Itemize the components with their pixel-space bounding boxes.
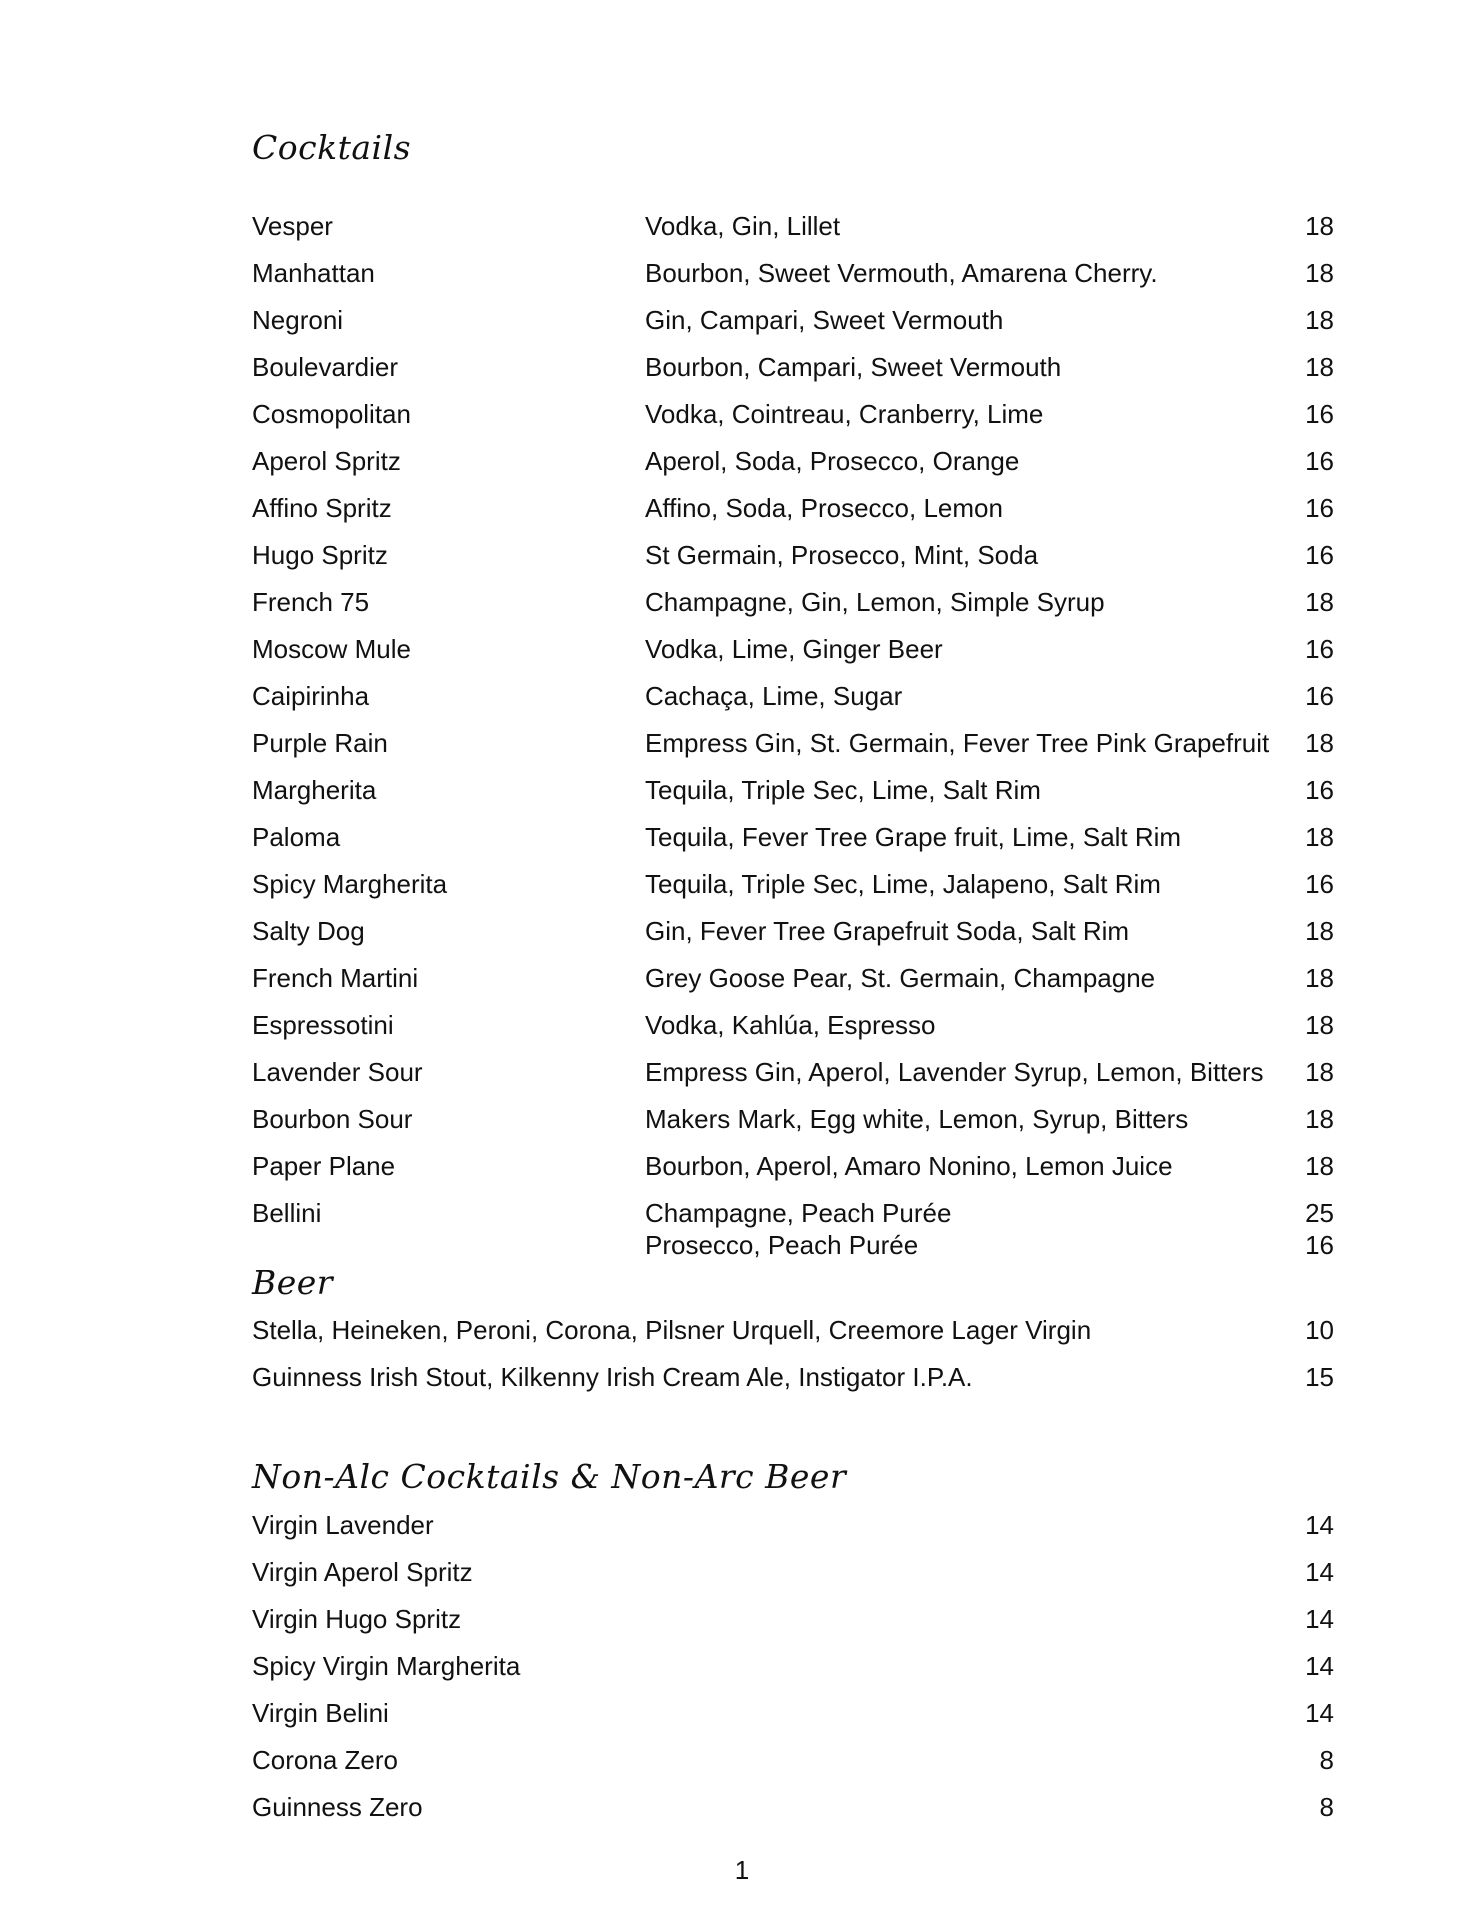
- cocktail-ingredients: Cachaça, Lime, Sugar: [645, 681, 903, 711]
- cocktail-price: 18: [1305, 305, 1334, 335]
- beer-price: 10: [1305, 1315, 1334, 1345]
- cocktail-price: 16: [1305, 869, 1334, 899]
- cocktail-price: 16: [1305, 540, 1334, 570]
- cocktail-price: 16: [1305, 399, 1334, 429]
- cocktail-price: 16: [1305, 681, 1334, 711]
- cocktail-row: [252, 209, 1334, 243]
- cocktail-name: Purple Rain: [252, 728, 388, 758]
- cocktail-ingredients: Bourbon, Campari, Sweet Vermouth: [645, 352, 1062, 382]
- non-alc-price: 14: [1305, 1557, 1334, 1587]
- cocktail-name: Moscow Mule: [252, 634, 411, 664]
- cocktail-ingredients: Vodka, Gin, Lillet: [645, 211, 841, 241]
- non-alc-price: 14: [1305, 1510, 1334, 1540]
- cocktail-price: 18: [1305, 211, 1334, 241]
- cocktail-row: [252, 961, 1334, 995]
- cocktail-ingredients: Tequila, Fever Tree Grape fruit, Lime, Salt Rim: [645, 822, 1182, 852]
- cocktail-row: [252, 679, 1334, 713]
- cocktail-name: Margherita: [252, 775, 377, 805]
- cocktail-row: [252, 538, 1334, 572]
- cocktail-row: [252, 1149, 1334, 1183]
- beer-title: Beer: [252, 1263, 334, 1302]
- non-alc-row: [252, 1790, 1334, 1824]
- cocktail-ingredients: Tequila, Triple Sec, Lime, Salt Rim: [645, 775, 1041, 805]
- non-alc-title: Non-Alc Cocktails & Non-Arc Beer: [252, 1457, 847, 1496]
- beer-names: Guinness Irish Stout, Kilkenny Irish Cream Ale, Instigator I.P.A.: [252, 1362, 973, 1392]
- non-alc-row: [252, 1602, 1334, 1636]
- cocktail-row: [252, 1196, 1334, 1230]
- cocktail-name: Paloma: [252, 822, 341, 852]
- cocktail-price: 16: [1305, 446, 1334, 476]
- non-alc-name: Corona Zero: [252, 1745, 398, 1775]
- cocktail-name: Negroni: [252, 305, 344, 335]
- cocktail-ingredients: Aperol, Soda, Prosecco, Orange: [645, 446, 1020, 476]
- non-alc-price: 8: [1319, 1745, 1334, 1775]
- non-alc-name: Guinness Zero: [252, 1792, 423, 1822]
- cocktail-price: 18: [1305, 352, 1334, 382]
- cocktail-price: 18: [1305, 1104, 1334, 1134]
- non-alc-row: [252, 1743, 1334, 1777]
- non-alc-name: Spicy Virgin Margherita: [252, 1651, 521, 1681]
- cocktail-row: [252, 491, 1334, 525]
- cocktail-ingredients: Grey Goose Pear, St. Germain, Champagne: [645, 963, 1156, 993]
- cocktail-name: Affino Spritz: [252, 493, 392, 523]
- cocktail-price: 18: [1305, 258, 1334, 288]
- non-alc-price: 14: [1305, 1604, 1334, 1634]
- cocktail-ingredients: Gin, Fever Tree Grapefruit Soda, Salt Rim: [645, 916, 1130, 946]
- cocktail-row: [252, 1008, 1334, 1042]
- cocktail-ingredients: Champagne, Gin, Lemon, Simple Syrup: [645, 587, 1105, 617]
- cocktail-name: Paper Plane: [252, 1151, 396, 1181]
- cocktail-name: Hugo Spritz: [252, 540, 388, 570]
- cocktail-name: Bourbon Sour: [252, 1104, 413, 1134]
- cocktail-row: [252, 914, 1334, 948]
- cocktail-price: 18: [1305, 587, 1334, 617]
- cocktail-ingredients: Vodka, Kahlúa, Espresso: [645, 1010, 936, 1040]
- cocktail-price: 16: [1305, 634, 1334, 664]
- cocktail-name: Manhattan: [252, 258, 375, 288]
- cocktail-ingredients: Makers Mark, Egg white, Lemon, Syrup, Bitters: [645, 1104, 1189, 1134]
- cocktail-row: [252, 1102, 1334, 1136]
- cocktail-price: 18: [1305, 1010, 1334, 1040]
- cocktail-row: [252, 256, 1334, 290]
- non-alc-name: Virgin Aperol Spritz: [252, 1557, 473, 1587]
- cocktail-ingredients: Affino, Soda, Prosecco, Lemon: [645, 493, 1003, 523]
- cocktail-ingredients: Empress Gin, St. Germain, Fever Tree Pink Grapefruit: [645, 728, 1270, 758]
- cocktail-row: [252, 585, 1334, 619]
- non-alc-name: Virgin Belini: [252, 1698, 389, 1728]
- cocktail-ingredients: Bourbon, Aperol, Amaro Nonino, Lemon Juice: [645, 1151, 1173, 1181]
- non-alc-price: 14: [1305, 1651, 1334, 1681]
- cocktail-name: French 75: [252, 587, 370, 617]
- cocktail-name: Salty Dog: [252, 916, 365, 946]
- cocktail-ingredients: Champagne, Peach Purée: [645, 1198, 952, 1228]
- cocktail-ingredients: St Germain, Prosecco, Mint, Soda: [645, 540, 1039, 570]
- cocktail-row: [252, 867, 1334, 901]
- cocktail-name: Espressotini: [252, 1010, 394, 1040]
- cocktail-ingredients: Prosecco, Peach Purée: [645, 1230, 919, 1260]
- page-number: 1: [734, 1855, 750, 1885]
- cocktail-name: Spicy Margherita: [252, 869, 448, 899]
- cocktail-price: 18: [1305, 916, 1334, 946]
- cocktail-ingredients: Vodka, Cointreau, Cranberry, Lime: [645, 399, 1044, 429]
- cocktail-row: [252, 350, 1334, 384]
- cocktail-ingredients: Vodka, Lime, Ginger Beer: [645, 634, 943, 664]
- cocktails-title: Cocktails: [252, 128, 412, 167]
- cocktail-name: Lavender Sour: [252, 1057, 423, 1087]
- non-alc-row: [252, 1649, 1334, 1683]
- cocktail-name: Bellini: [252, 1198, 322, 1228]
- beer-row: [252, 1313, 1334, 1347]
- cocktail-price: 16: [1305, 493, 1334, 523]
- cocktail-price: 16: [1305, 775, 1334, 805]
- cocktail-ingredients: Bourbon, Sweet Vermouth, Amarena Cherry.: [645, 258, 1158, 288]
- cocktail-price: 18: [1305, 1057, 1334, 1087]
- non-alc-name: Virgin Hugo Spritz: [252, 1604, 462, 1634]
- beer-price: 15: [1305, 1362, 1334, 1392]
- non-alc-row: [252, 1696, 1334, 1730]
- non-alc-row: [252, 1555, 1334, 1589]
- cocktail-price: 18: [1305, 822, 1334, 852]
- non-alc-price: 14: [1305, 1698, 1334, 1728]
- cocktail-row: [252, 303, 1334, 337]
- cocktail-price: 18: [1305, 963, 1334, 993]
- cocktail-name: Boulevardier: [252, 352, 398, 382]
- cocktail-row: [252, 773, 1334, 807]
- cocktail-price: 16: [1305, 1230, 1334, 1260]
- cocktail-row-variant: [252, 1228, 1334, 1262]
- cocktail-ingredients: Tequila, Triple Sec, Lime, Jalapeno, Salt Rim: [645, 869, 1161, 899]
- cocktail-price: 25: [1305, 1198, 1334, 1228]
- non-alc-row: [252, 1508, 1334, 1542]
- cocktail-name: Cosmopolitan: [252, 399, 411, 429]
- cocktail-row: [252, 632, 1334, 666]
- cocktail-price: 18: [1305, 728, 1334, 758]
- cocktail-name: French Martini: [252, 963, 419, 993]
- cocktail-row: [252, 397, 1334, 431]
- beer-row: [252, 1360, 1334, 1394]
- cocktail-row: [252, 726, 1334, 760]
- cocktail-name: Caipirinha: [252, 681, 370, 711]
- cocktail-ingredients: Empress Gin, Aperol, Lavender Syrup, Lemon, Bitters: [645, 1057, 1264, 1087]
- cocktail-name: Aperol Spritz: [252, 446, 401, 476]
- non-alc-name: Virgin Lavender: [252, 1510, 434, 1540]
- cocktail-row: [252, 444, 1334, 478]
- cocktail-price: 18: [1305, 1151, 1334, 1181]
- cocktail-row: [252, 1055, 1334, 1089]
- beer-names: Stella, Heineken, Peroni, Corona, Pilsner Urquell, Creemore Lager Virgin: [252, 1315, 1092, 1345]
- cocktail-ingredients: Gin, Campari, Sweet Vermouth: [645, 305, 1004, 335]
- cocktail-name: Vesper: [252, 211, 333, 241]
- non-alc-price: 8: [1319, 1792, 1334, 1822]
- cocktail-row: [252, 820, 1334, 854]
